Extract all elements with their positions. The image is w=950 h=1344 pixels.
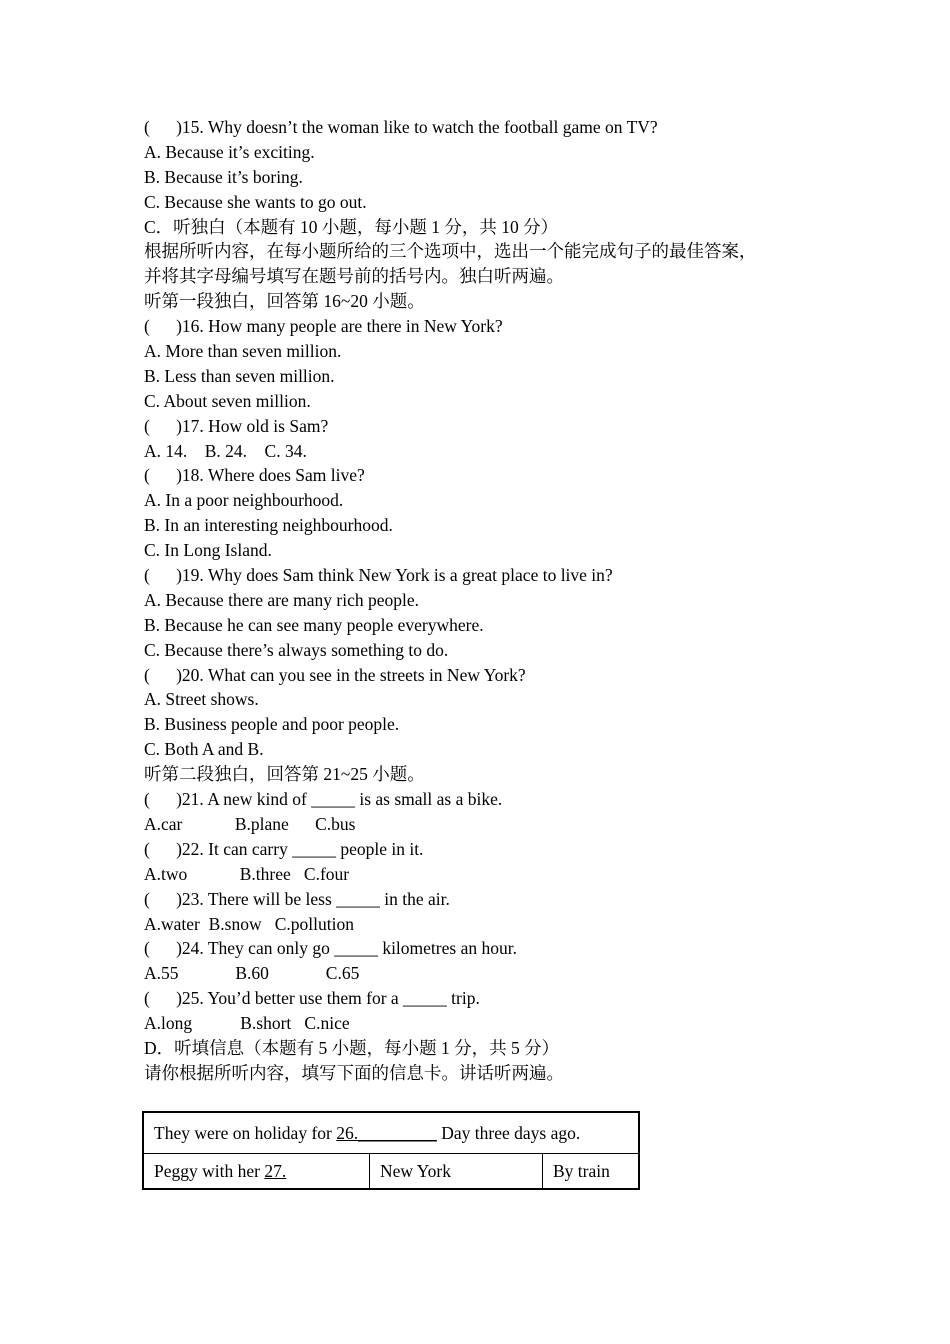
- option-15a: A. Because it’s exciting.: [144, 141, 315, 162]
- option-19b: B. Because he can see many people everywhere.: [144, 614, 484, 635]
- question-24: ( )24. They can only go _____ kilometres an hour.: [144, 938, 517, 959]
- question-19: ( )19. Why does Sam think New York is a great place to live in?: [144, 565, 613, 586]
- blank-27: 27.: [264, 1160, 287, 1181]
- options-24: A.55 B.60 C.65: [144, 963, 360, 984]
- option-19a: A. Because there are many rich people.: [144, 589, 420, 610]
- section-d-instructions: 请你根据所听内容，填写下面的信息卡。讲话听两遍。: [144, 1062, 564, 1083]
- info-card-table: [142, 1111, 640, 1190]
- section-c-instructions-2: 并将其字母编号填写在题号前的括号内。独白听两遍。: [144, 266, 564, 287]
- option-20b: B. Business people and poor people.: [144, 714, 400, 735]
- option-18c: C. In Long Island.: [144, 540, 272, 561]
- table-cell-holiday: [143, 1112, 639, 1154]
- monologue-2-heading: 听第二段独白，回答第 21~25 小题。: [144, 764, 425, 785]
- options-23: A.water B.snow C.pollution: [144, 913, 354, 934]
- holiday-prefix: They were on holiday for: [154, 1122, 337, 1143]
- option-15c: C. Because she wants to go out.: [144, 191, 367, 212]
- option-18b: B. In an interesting neighbourhood.: [144, 515, 393, 536]
- monologue-1-heading: 听第一段独白，回答第 16~20 小题。: [144, 291, 425, 312]
- option-16a: A. More than seven million.: [144, 341, 342, 362]
- peggy-prefix: Peggy with her: [154, 1160, 265, 1181]
- table-row: [143, 1154, 639, 1190]
- table-row: [143, 1112, 639, 1154]
- table-cell-destination: New York: [370, 1154, 543, 1190]
- table-cell-transport: By train: [543, 1154, 640, 1190]
- question-15: ( )15. Why doesn’t the woman like to watch the football game on TV?: [144, 117, 658, 137]
- option-16b: B. Less than seven million.: [144, 365, 335, 386]
- question-16: ( )16. How many people are there in New York?: [144, 316, 503, 337]
- option-16c: C. About seven million.: [144, 390, 311, 411]
- options-21: A.car B.plane C.bus: [144, 813, 356, 834]
- question-21: ( )21. A new kind of _____ is as small as a bike.: [144, 789, 503, 810]
- holiday-suffix: Day three days ago.: [436, 1122, 581, 1143]
- section-d-heading: D．听填信息（本题有 5 小题，每小题 1 分，共 5 分）: [144, 1037, 560, 1058]
- option-18a: A. In a poor neighbourhood.: [144, 490, 344, 511]
- section-c-instructions-1: 根据所听内容，在每小题所给的三个选项中，选出一个能完成句子的最佳答案，: [144, 241, 757, 262]
- blank-26: 26._________: [336, 1122, 437, 1143]
- options-25: A.long B.short C.nice: [144, 1013, 350, 1034]
- question-25: ( )25. You’d better use them for a _____ trip.: [144, 988, 480, 1009]
- options-17: A. 14. B. 24. C. 34.: [144, 440, 307, 461]
- option-19c: C. Because there’s always something to do.: [144, 639, 449, 660]
- option-20a: A. Street shows.: [144, 689, 259, 710]
- section-c-heading: C．听独白（本题有 10 小题，每小题 1 分，共 10 分）: [144, 216, 559, 237]
- question-22: ( )22. It can carry _____ people in it.: [144, 838, 424, 859]
- option-15b: B. Because it’s boring.: [144, 166, 303, 187]
- question-18: ( )18. Where does Sam live?: [144, 465, 365, 486]
- question-17: ( )17. How old is Sam?: [144, 415, 329, 436]
- worksheet-content: [144, 115, 844, 1086]
- question-23: ( )23. There will be less _____ in the air.: [144, 888, 450, 909]
- question-20: ( )20. What can you see in the streets in New York?: [144, 664, 526, 685]
- option-20c: C. Both A and B.: [144, 739, 264, 760]
- options-22: A.two B.three C.four: [144, 863, 350, 884]
- table-cell-peggy: [143, 1154, 370, 1190]
